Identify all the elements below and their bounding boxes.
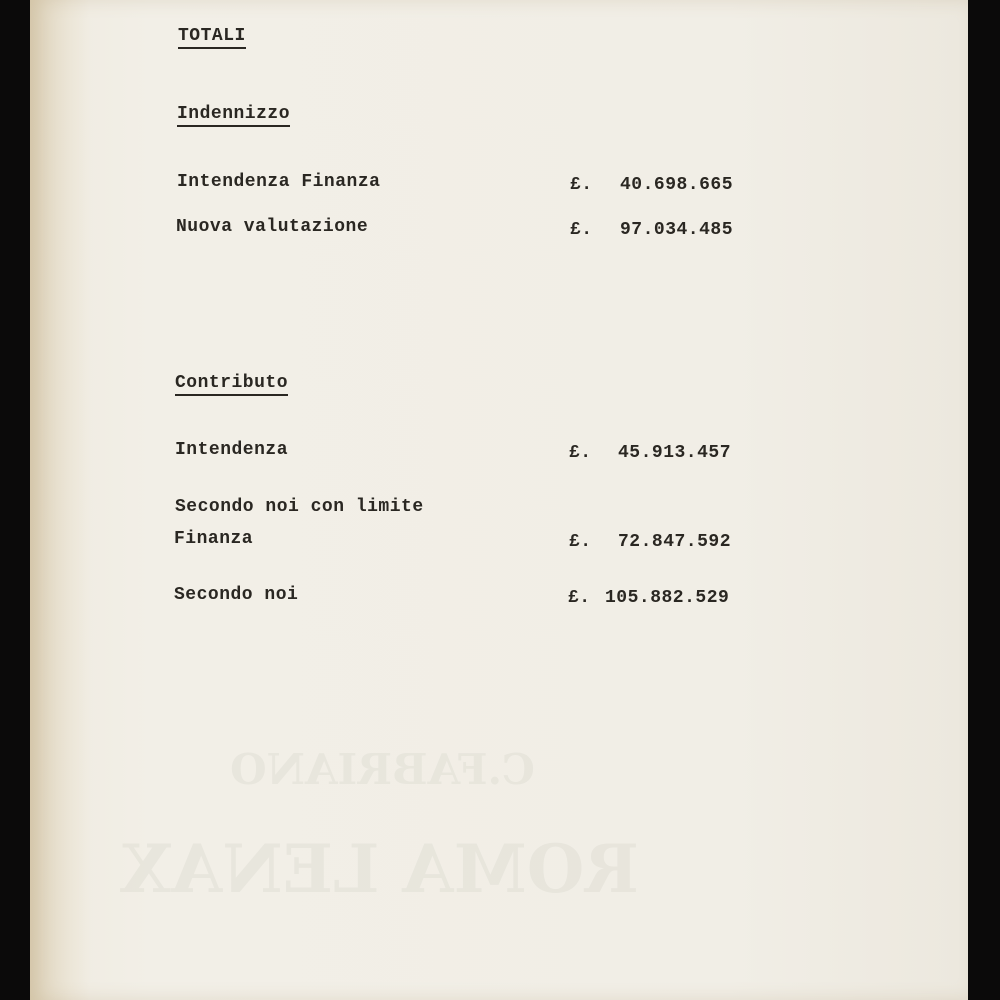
row-amount-intendenza-finanza: 40.698.665 xyxy=(620,175,734,195)
row-label-secondo-noi-con-limite: Secondo noi con limite xyxy=(175,497,424,517)
document-title: TOTALI xyxy=(178,26,246,49)
row-label-nuova-valutazione: Nuova valutazione xyxy=(176,217,369,237)
row-label-intendenza-finanza: Intendenza Finanza xyxy=(177,172,381,192)
row-label-finanza: Finanza xyxy=(174,529,254,549)
row-currency: £. xyxy=(570,175,593,195)
watermark-line1: C.FABRIANO xyxy=(230,745,535,794)
row-label-secondo-noi: Secondo noi xyxy=(174,585,299,605)
row-amount-secondo-noi: 105.882.529 xyxy=(605,588,730,608)
section-heading-contributo: Contributo xyxy=(175,373,288,396)
section-heading-indennizzo: Indennizzo xyxy=(177,104,290,127)
row-currency: £. xyxy=(570,220,593,240)
row-label-intendenza: Intendenza xyxy=(175,440,289,460)
watermark-line2: ROMA LENAX xyxy=(120,830,640,908)
row-currency: £. xyxy=(569,443,592,463)
row-currency: £. xyxy=(568,588,591,608)
paper-sheet xyxy=(30,0,968,1000)
row-currency: £. xyxy=(569,532,592,552)
row-amount-intendenza: 45.913.457 xyxy=(618,443,732,463)
row-amount-nuova-valutazione: 97.034.485 xyxy=(620,220,734,240)
row-amount-secondo-noi-con-limite: 72.847.592 xyxy=(618,532,732,552)
